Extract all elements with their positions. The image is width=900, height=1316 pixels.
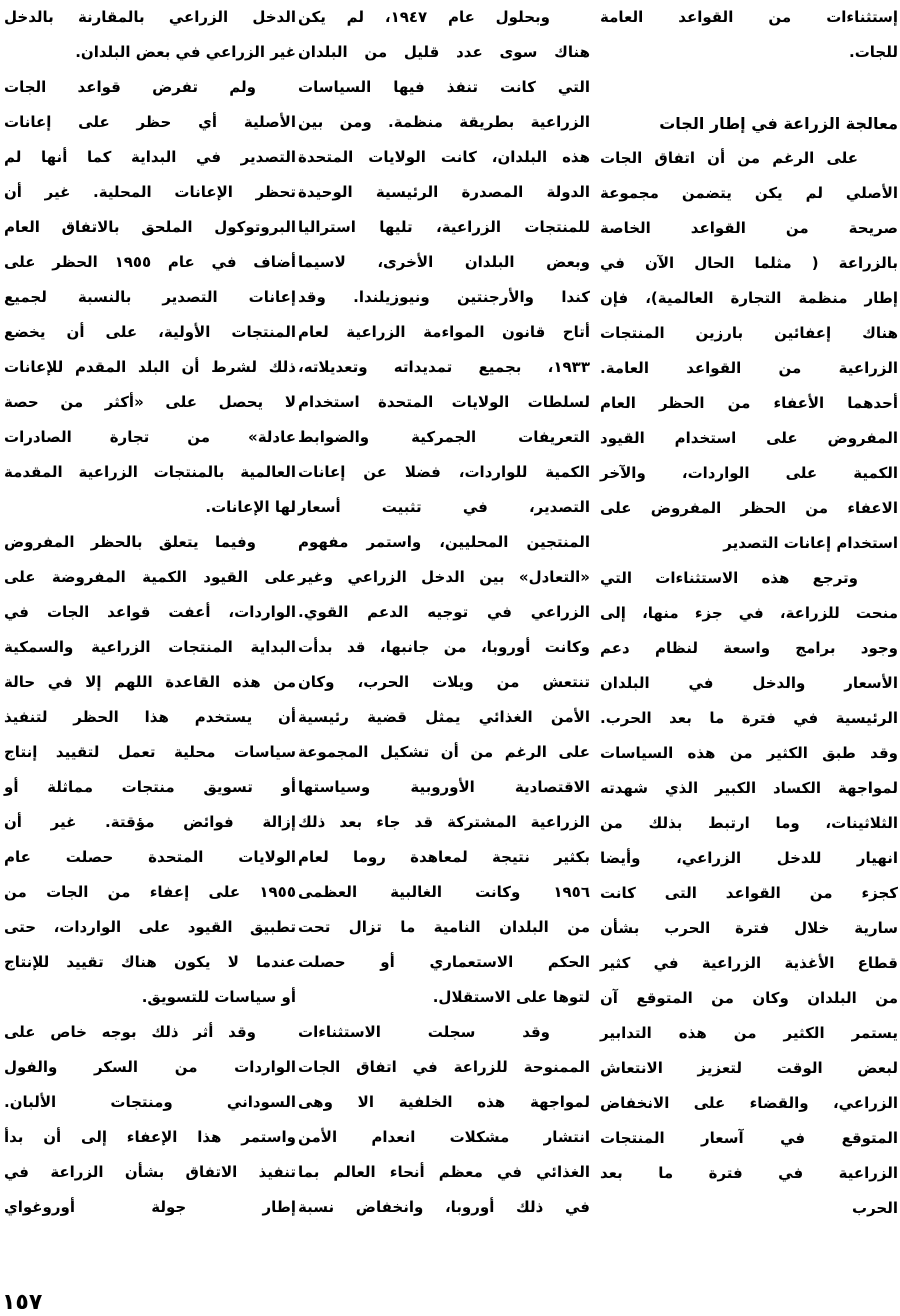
paragraph [298, 0, 590, 1015]
text-line: وكانت أوروبا، من جانبها، قد بدأت [298, 638, 590, 656]
text-line: على القيود الكمية المفروضة على [4, 568, 296, 586]
text-line: كجزء من القواعد التى كانت [600, 884, 898, 902]
text-line: لبعض الوقت لتعزيز الانتعاش [600, 1059, 898, 1077]
text-line: لا يحصل على «أكثر من حصة [4, 393, 296, 411]
text-line: أحدهما الأعفاء من الحظر العام [600, 394, 898, 412]
text-line: واستمر هذا الإعفاء إلى أن بدأ [4, 1128, 296, 1146]
text-line: أضاف في عام ١٩٥٥ الحظر على [4, 253, 296, 271]
text-line: وقد طبق الكثير من هذه السياسات [600, 744, 898, 762]
text-line: الكمية على الواردات، والآخر [600, 464, 898, 482]
text-line: من البلدان وكان من المتوقع آن [600, 989, 898, 1007]
text-line: وجود برامج واسعة لنظام دعم [600, 639, 898, 657]
text-line: الدولة المصدرة الرئيسية الوحيدة [298, 183, 590, 201]
paragraph [4, 525, 296, 1015]
text-line: الدخل الزراعي بالمقارنة بالدخل [4, 8, 296, 26]
text-line: «التعادل» بين الدخل الزراعي وغير [298, 568, 590, 586]
text-line: وقد سجلت الاستثناءات [298, 1023, 550, 1041]
column-left [4, 0, 296, 1225]
text-line: الحكم الاستعماري أو حصلت [298, 953, 590, 971]
text-line: للمنتجات الزراعية، تليها استراليا [298, 218, 590, 236]
text-line: المفروض على استخدام القيود [600, 429, 898, 447]
text-line: إزالة فوائض مؤقتة. غير أن [4, 813, 296, 831]
text-line: ١٩٥٦ وكانت الغالبية العظمى [298, 883, 590, 901]
text-line: الغذائي في معظم أنحاء العالم بما [298, 1163, 590, 1181]
text-line: للجات. [849, 43, 898, 61]
text-line: الزراعية من القواعد العامة. [600, 359, 898, 377]
text-line: هناك سوى عدد قليل من البلدان [298, 43, 590, 61]
text-line: التصدير في البداية كما أنها لم [4, 148, 296, 166]
text-line: التصدير، في تثبيت أسعار [298, 498, 590, 516]
text-line: وبحلول عام ١٩٤٧، لم يكن [298, 8, 550, 26]
text-line: ذلك لشرط أن البلد المقدم للإعانات [4, 358, 296, 376]
text-line: قطاع الأغذية الزراعية في كثير [600, 954, 898, 972]
column-right [600, 0, 898, 1226]
section-heading: معالجة الزراعة في إطار الجات [659, 114, 898, 133]
text-line: انهيار للدخل الزراعي، وأيضا [600, 849, 898, 867]
text-line: ولم تفرض قواعد الجات [4, 78, 256, 96]
text-line: الممنوحة للزراعة في اتفاق الجات [298, 1058, 590, 1076]
text-line: بكثير نتيجة لمعاهدة روما لعام [298, 848, 590, 866]
text-line: التي كانت تنفذ فيها السياسات [298, 78, 590, 96]
text-line: البداية المنتجات الزراعية والسمكية [4, 638, 296, 656]
text-line: الثلاثينات، وما ارتبط بذلك من [600, 814, 898, 832]
text-line: على الرغم من أن تشكيل المجموعة [298, 743, 590, 761]
text-line: عندما لا يكون هناك تقييد للإنتاج [4, 953, 296, 971]
text-line: هناك إعفائين بارزين المنتجات [600, 324, 898, 342]
text-line: لسلطات الولايات المتحدة استخدام [298, 393, 590, 411]
text-line: انتشار مشكلات انعدام الأمن [298, 1128, 590, 1146]
text-line: لتوها على الاستقلال. [432, 988, 590, 1006]
text-line: التعريفات الجمركية والضوابط [298, 428, 590, 446]
text-line: أتاح قانون المواءمة الزراعية لعام [298, 323, 590, 341]
text-line: لها الإعانات. [205, 498, 296, 516]
text-line: بالزراعة ( مثلما الحال الآن في [600, 254, 898, 272]
text-line: استخدام إعانات التصدير [723, 534, 898, 552]
text-line: الواردات، أعفت قواعد الجات في [4, 603, 296, 621]
text-line: السوداني ومنتجات الألبان. [4, 1093, 296, 1111]
paragraph [4, 0, 296, 70]
text-line: المتوقع في آسعار المنتجات [600, 1129, 898, 1147]
text-line: سياسات محلية تعمل لتقييد إنتاج [4, 743, 296, 761]
text-line: إطار جولة أوروغواي [4, 1198, 296, 1216]
paragraph [600, 141, 898, 561]
text-line: إعانات التصدير بالنسبة لجميع [4, 288, 296, 306]
text-line: تحظر الإعانات المحلية. غير أن [4, 183, 296, 201]
text-line: الزراعية بطريقة منظمة. ومن بين [298, 113, 590, 131]
text-line: الزراعية المشتركة قد جاء بعد ذلك [298, 813, 590, 831]
text-line: الاعفاء من الحظر المفروض على [600, 499, 898, 517]
paragraph [298, 1015, 590, 1225]
text-line: الرئيسية في فترة ما بعد الحرب. [600, 709, 898, 727]
text-line: الأصلي لم يكن يتضمن مجموعة [600, 184, 898, 202]
text-line: ١٩٥٥ على إعفاء من الجات من [4, 883, 296, 901]
text-line: المنتجين المحليين، واستمر مفهوم [298, 533, 590, 551]
text-line: الزراعية في فترة ما بعد [600, 1164, 898, 1182]
text-line: أن يستخدم هذا الحظر لتنفيذ [4, 708, 296, 726]
text-line: وبعض البلدان الأخرى، لاسيما [298, 253, 590, 271]
text-line: كندا والأرجنتين ونيوزيلندا. وقد [298, 288, 590, 306]
text-line: الحرب [852, 1199, 898, 1217]
text-line: منحت للزراعة، في جزء منها، إلى [600, 604, 898, 622]
text-line: تنفيذ الاتفاق بشأن الزراعة في [4, 1163, 296, 1181]
text-line: الأمن الغذائي يمثل قضية رئيسية [298, 708, 590, 726]
page-number: ١٥٧ [2, 1290, 43, 1315]
text-line: وترجع هذه الاستثناءات التي [600, 569, 858, 587]
text-line: على الرغم من أن اتفاق الجات [600, 149, 858, 167]
text-line: أو سياسات للتسويق. [141, 988, 296, 1006]
text-line: هذه البلدان، كانت الولايات المتحدة [298, 148, 590, 166]
text-line: من البلدان النامية ما تزال تحت [298, 918, 590, 936]
text-line: ١٩٣٣، بجميع تمديداته وتعديلاته، [298, 358, 590, 376]
text-line: من هذه القاعدة اللهم إلا في حالة [4, 673, 296, 691]
text-line: الأسعار والدخل في البلدان [600, 674, 898, 692]
text-line: الواردات من السكر والفول [4, 1058, 296, 1076]
paragraph [600, 0, 898, 70]
text-line: الاقتصادية الأوروبية وسياستها [298, 778, 590, 796]
text-line: وقد أثر ذلك بوجه خاص على [4, 1023, 256, 1041]
text-line: العالمية بالمنتجات الزراعية المقدمة [4, 463, 296, 481]
text-line: صريحة من القواعد الخاصة [600, 219, 898, 237]
text-line: إطار منظمة التجارة العالمية)، فإن [600, 289, 898, 307]
text-line: أو تسويق منتجات مماثلة أو [4, 778, 296, 796]
text-line: تطبيق القيود على الواردات، حتى [4, 918, 296, 936]
text-line: عادلة» من تجارة الصادرات [4, 428, 296, 446]
text-line: الأصلية أي حظر على إعانات [4, 113, 296, 131]
column-middle [298, 0, 590, 1225]
text-line: وفيما يتعلق بالحظر المفروض [4, 533, 256, 551]
text-line: إستثناءات من القواعد العامة [600, 8, 898, 26]
text-line: سارية خلال فترة الحرب بشأن [600, 919, 898, 937]
text-line: الولايات المتحدة حصلت عام [4, 848, 296, 866]
text-line: الزراعي في توجيه الدعم القوي. [298, 603, 590, 621]
text-line: لمواجهة الكساد الكبير الذي شهدته [600, 779, 898, 797]
text-line: البروتوكول الملحق بالاتفاق العام [4, 218, 296, 236]
text-line: الكمية للواردات، فضلا عن إعانات [298, 463, 590, 481]
text-line: المنتجات الأولية، على أن يخضع [4, 323, 296, 341]
text-line: في ذلك أوروبا، وانخفاض نسبة [298, 1198, 590, 1216]
text-line: الزراعي، والقضاء على الانخفاض [600, 1094, 898, 1112]
paragraph [4, 70, 296, 525]
text-line: تنتعش من ويلات الحرب، وكان [298, 673, 590, 691]
paragraph [600, 561, 898, 1226]
text-line: يستمر الكثير من هذه التدابير [600, 1024, 898, 1042]
paragraph [4, 1015, 296, 1225]
text-line: غير الزراعي في بعض البلدان. [75, 43, 296, 61]
text-line: لمواجهة هذه الخلفية الا وهى [298, 1093, 590, 1111]
